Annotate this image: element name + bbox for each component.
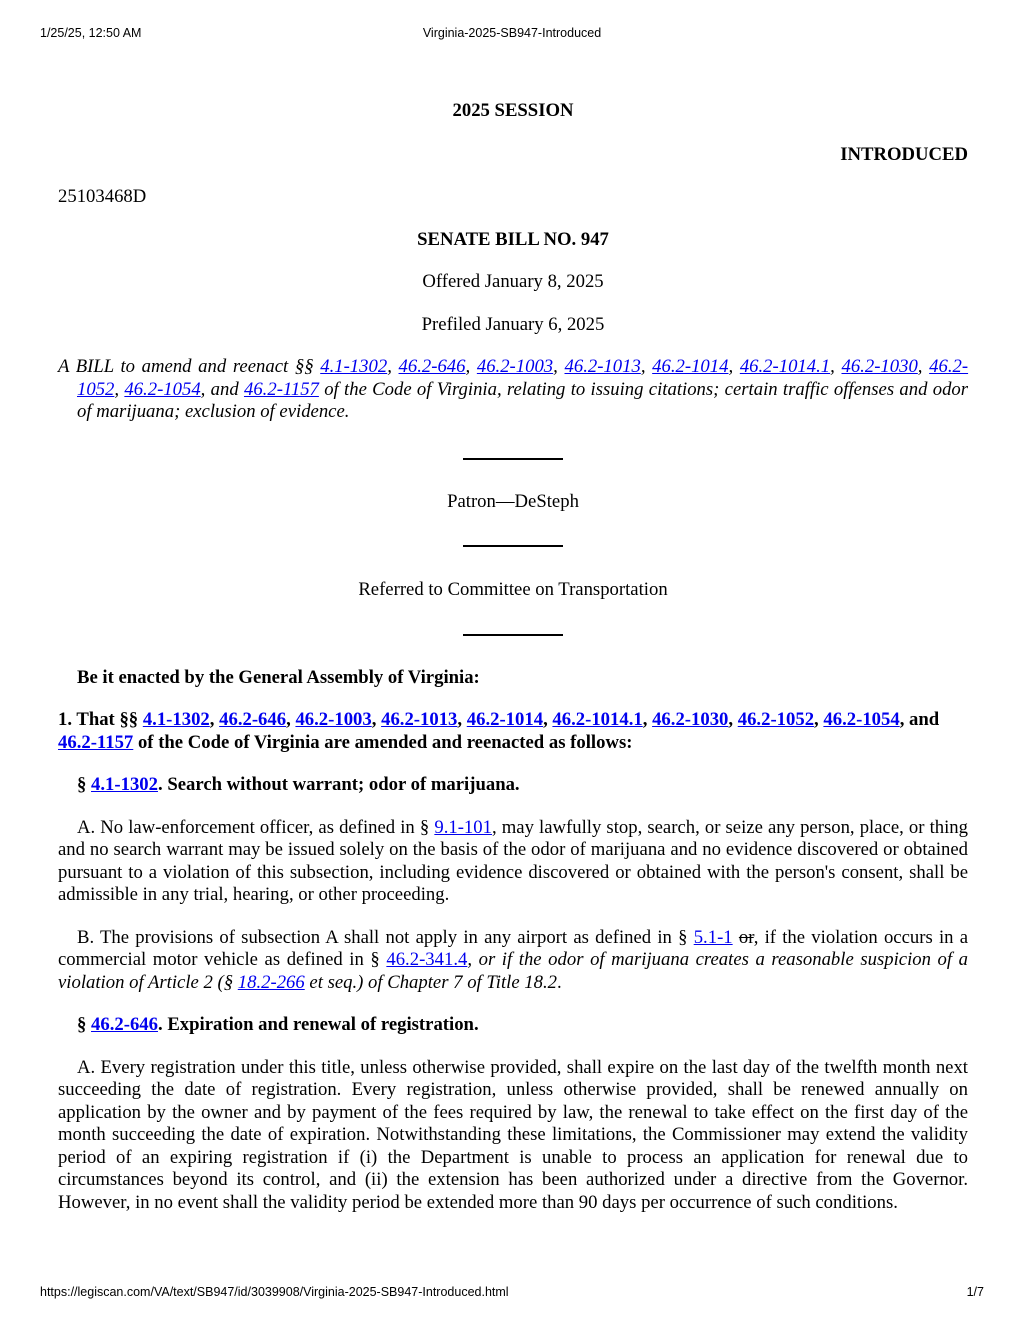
section-mark: § xyxy=(77,774,92,795)
amended-section-link[interactable]: 46.2-1013 xyxy=(381,709,458,730)
bill-title xyxy=(58,356,968,424)
separator: , xyxy=(814,709,824,730)
prefiled-date: Prefiled January 6, 2025 xyxy=(421,313,605,335)
section-number-link[interactable]: 4.1-1302 xyxy=(91,774,158,795)
subsection-text: , if the violation occurs in a commercial motor vehicle as defined in § xyxy=(58,926,969,970)
code-reference-link[interactable]: 18.2-266 xyxy=(237,971,305,993)
that-suffix: of the Code of Virginia are amended and reenacted as follows: xyxy=(133,731,633,753)
title-section-link[interactable]: 46.2-1013 xyxy=(564,356,641,377)
lis-number: 25103468D xyxy=(58,186,147,207)
amended-section-link[interactable]: 46.2-1003 xyxy=(295,709,372,730)
session-heading: 2025 SESSION xyxy=(452,100,574,121)
subsection-a xyxy=(58,817,968,907)
code-reference-link[interactable]: 9.1-101 xyxy=(434,816,492,838)
print-document-title: Virginia-2025-SB947-Introduced xyxy=(422,26,602,40)
enacting-clause: Be it enacted by the General Assembly of Virginia: xyxy=(77,666,480,688)
code-reference-link[interactable]: 46.2-341.4 xyxy=(386,949,468,970)
amended-section-link[interactable]: 46.2-1030 xyxy=(652,709,729,730)
separator: , xyxy=(640,356,653,377)
section-heading-text: . Expiration and renewal of registration. xyxy=(157,1014,479,1035)
title-section-link[interactable]: 46.2-1030 xyxy=(841,356,918,377)
title-prefix: A BILL to amend and reenact §§ xyxy=(58,356,321,377)
patron: Patron—DeSteph xyxy=(447,490,579,512)
separator: , and xyxy=(200,378,244,400)
amended-section-link[interactable]: 46.2-1157 xyxy=(58,731,134,753)
divider-rule xyxy=(463,634,563,636)
code-reference-link[interactable]: 5.1-1 xyxy=(693,926,733,948)
separator: , xyxy=(457,709,467,730)
bill-document xyxy=(58,90,968,1214)
separator: , xyxy=(642,709,653,730)
section-number-link[interactable]: 46.2-646 xyxy=(91,1014,158,1035)
offered-date: Offered January 8, 2025 xyxy=(422,271,604,292)
subsection-text: . xyxy=(557,971,562,993)
section-heading xyxy=(58,774,968,797)
section-mark: § xyxy=(77,1014,92,1035)
title-suffix: of the Code of Virginia, relating to issuing citations; certain traffic offenses and odor of marijuana; exclusion of evidence. xyxy=(77,378,969,422)
separator: , xyxy=(728,356,740,377)
subsection-text: A. No law-enforcement officer, as defined in § xyxy=(77,816,435,838)
amended-section-link[interactable]: 4.1-1302 xyxy=(142,709,210,730)
print-datetime: 1/25/25, 12:50 AM xyxy=(40,26,142,40)
amended-section-link[interactable]: 46.2-646 xyxy=(219,709,287,730)
browser-print-header xyxy=(0,0,1024,40)
amended-section-link[interactable]: 46.2-1054 xyxy=(823,709,900,730)
separator: , xyxy=(728,709,738,730)
subsection-text: , may lawfully stop, search, or seize any person, place, or thing and no search warrant may be issued solely on the basis of the odor of marijuana and no evidence discovered or obtained pursuant to a violation of this subsection, including evidence discovered or obtained with the person's consent, shall be admissible in any trial, hearing, or other proceeding. xyxy=(58,816,968,905)
browser-print-footer xyxy=(0,1285,1024,1305)
section-heading-text: . Search without warrant; odor of marijuana. xyxy=(157,774,520,795)
amended-section-link[interactable]: 46.2-1014.1 xyxy=(552,709,643,730)
section-heading xyxy=(58,1014,968,1037)
amendment-statement xyxy=(58,709,968,754)
bill-status: INTRODUCED xyxy=(840,143,968,165)
separator: , xyxy=(543,709,553,730)
separator: , xyxy=(553,356,565,377)
amended-section-link[interactable]: 46.2-1014 xyxy=(466,709,544,730)
separator: , xyxy=(465,356,477,377)
subsection-text: B. The provisions of subsection A shall not apply in any airport as defined in § xyxy=(77,926,694,948)
divider-rule xyxy=(463,458,563,460)
print-url: https://legiscan.com/VA/text/SB947/id/3039908/Virginia-2025-SB947-Introduced.html xyxy=(40,1285,509,1299)
separator: , xyxy=(371,709,382,730)
page-number: 1/7 xyxy=(966,1285,984,1299)
title-section-link[interactable]: 46.2-1014.1 xyxy=(739,356,831,377)
separator: , xyxy=(917,356,930,377)
committee-referral: Referred to Committee on Transportation xyxy=(358,579,668,600)
title-section-link[interactable]: 46.2-1052 xyxy=(77,356,969,400)
bill-number: SENATE BILL NO. 947 xyxy=(417,228,609,250)
title-section-link[interactable]: 46.2-1157 xyxy=(243,378,319,400)
separator: , xyxy=(286,709,296,730)
title-section-link[interactable]: 46.2-646 xyxy=(398,356,466,377)
title-section-link[interactable]: 46.2-1014 xyxy=(652,356,729,377)
that-prefix: 1. That §§ xyxy=(58,709,143,730)
inserted-text: et seq.) of Chapter 7 of Title 18.2 xyxy=(304,971,558,993)
subsection-b xyxy=(58,927,968,995)
separator: , xyxy=(387,356,399,377)
separator: , xyxy=(830,356,842,377)
divider-rule xyxy=(463,545,563,547)
title-section-link[interactable]: 4.1-1302 xyxy=(320,356,388,377)
title-section-link[interactable]: 46.2-1054 xyxy=(124,378,201,400)
amended-section-link[interactable]: 46.2-1052 xyxy=(737,709,815,730)
separator: , xyxy=(209,709,220,730)
separator: , xyxy=(114,378,125,400)
separator: , and xyxy=(899,709,940,730)
title-section-link[interactable]: 46.2-1003 xyxy=(476,356,554,377)
subsection-a: A. Every registration under this title, unless otherwise provided, shall expire on the last day of the twelfth month next succeeding the date of registration. Every registration, unless otherwise provided, shall be renewed annually on application by the owner and by payment of the fees required by law, the renewal to take effect on the first day of the month succeeding the date of expiration. Notwithstanding these limitations, the Commissioner may extend the validity period of an expiring registration if (i) the Department is unable to process an application for renewal due to circumstances beyond its control, and (ii) the extension has been authorized under a directive from the Governor. However, in no event shall the validity period be extended more than 90 days per occurrence of such conditions. xyxy=(58,1056,968,1213)
struck-text: or xyxy=(738,926,754,948)
inserted-text: , or if the odor of marijuana creates a reasonable suspicion of a violation of Article 2 (§ xyxy=(58,949,968,993)
